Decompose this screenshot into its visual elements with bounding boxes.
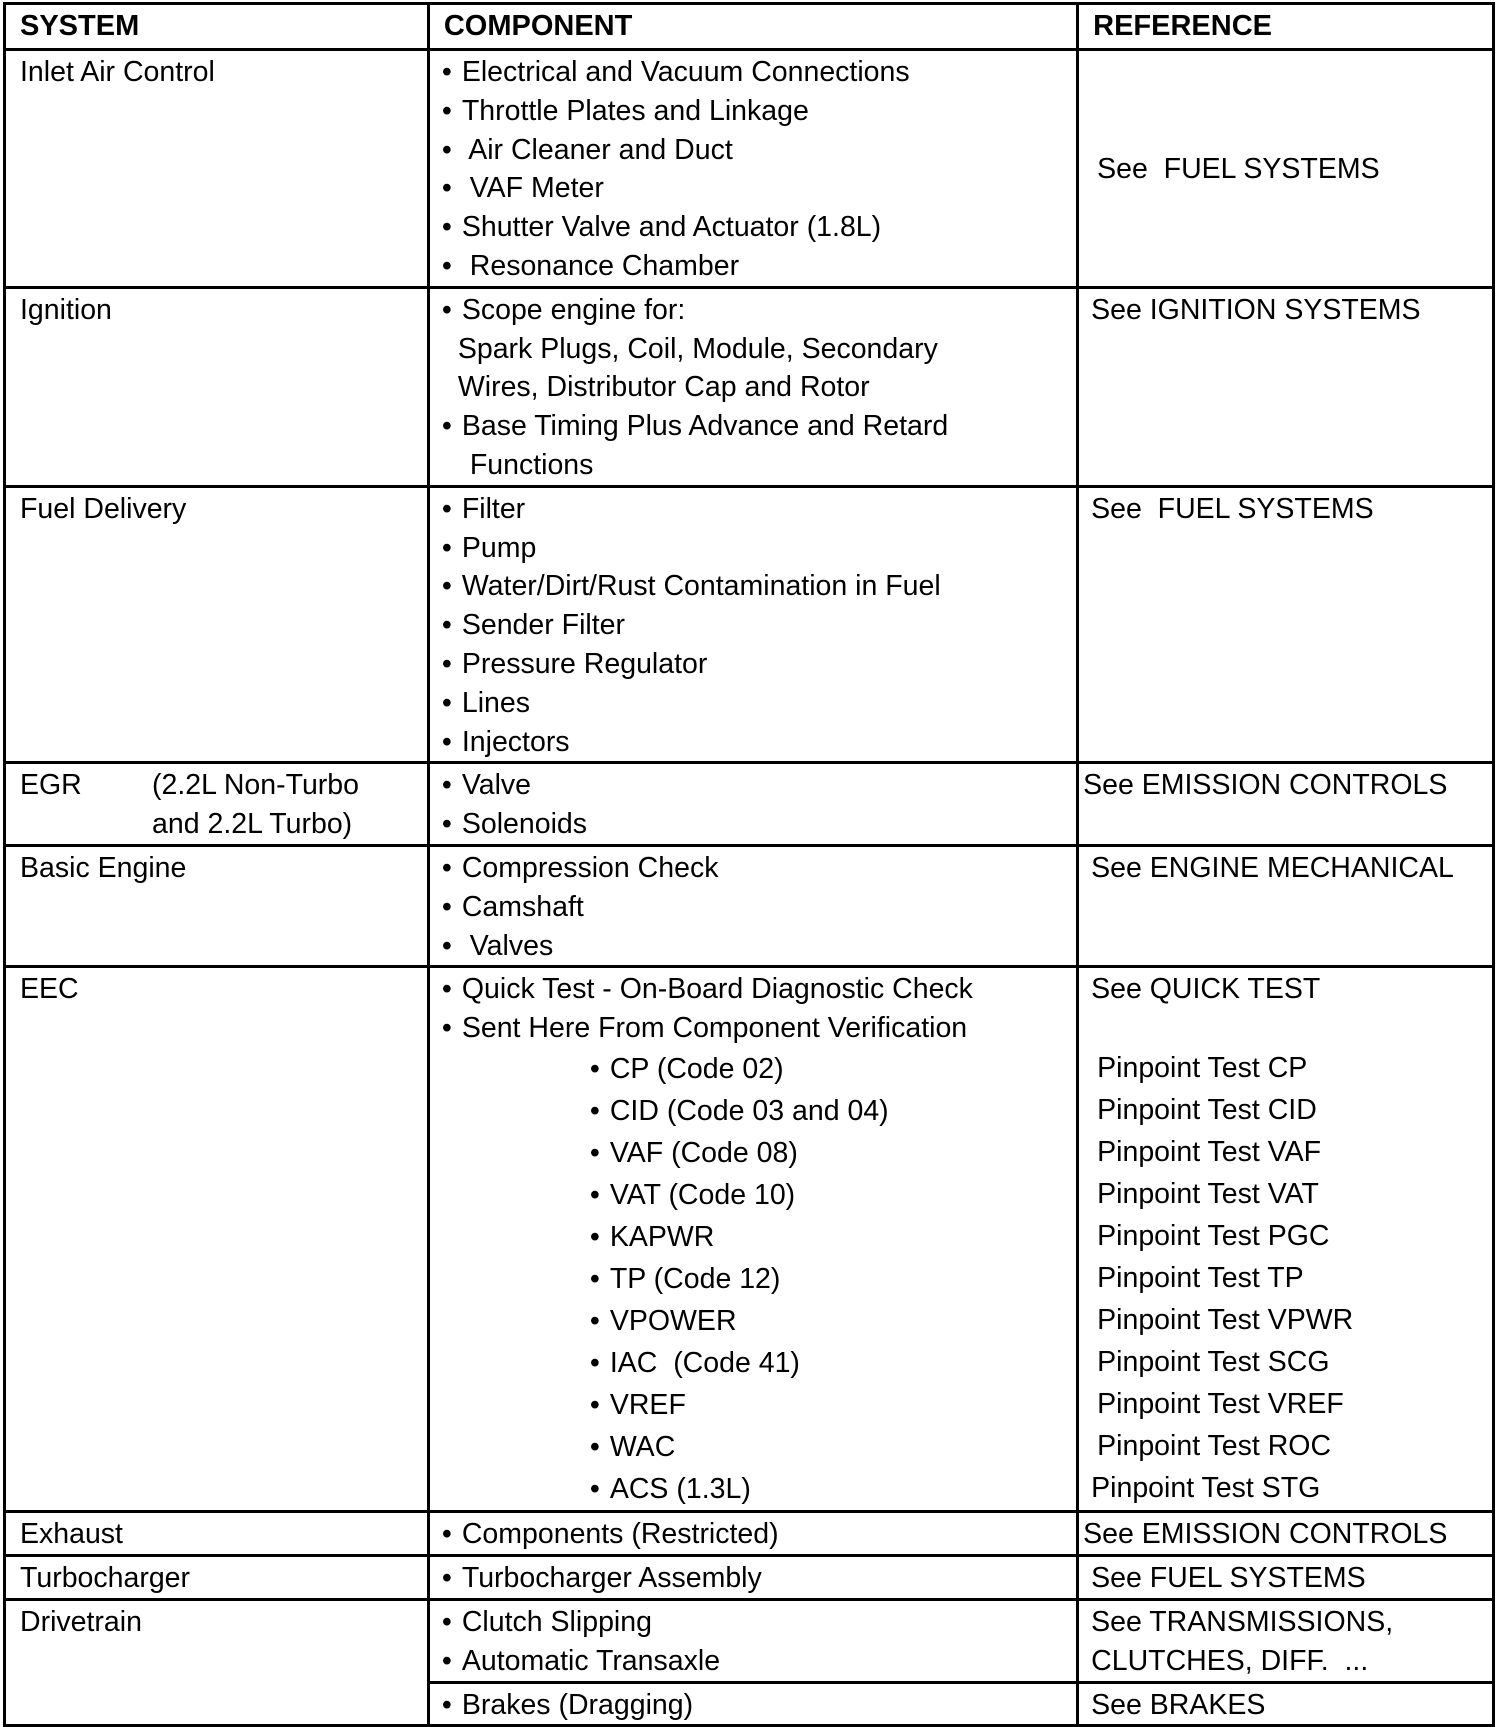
list-item-continuation: Spark Plugs, Coil, Module, Secondary [457, 332, 938, 365]
header-reference: REFERENCE [1078, 4, 1494, 50]
list-item: • Turbocharger Assembly [441, 1562, 762, 1595]
pinpoint-test-ref: Pinpoint Test VAT [1097, 1178, 1319, 1211]
list-item: • Shutter Valve and Actuator (1.8L) [441, 211, 882, 244]
sub-test-item: • WAC [589, 1430, 676, 1463]
reference-cell: See EMISSION CONTROLS [1078, 1512, 1494, 1556]
sub-test-item: • CID (Code 03 and 04) [589, 1094, 889, 1127]
reference-cell: See EMISSION CONTROLS [1078, 763, 1494, 846]
list-item: • Valve [441, 769, 532, 802]
diagnostic-table-page [3, 2, 1495, 1721]
system-cell: Turbocharger [5, 1556, 429, 1600]
list-item-continuation: Wires, Distributor Cap and Rotor [457, 371, 870, 404]
list-item: • Filter [441, 492, 526, 525]
list-item: • Lines [441, 686, 530, 719]
pinpoint-test-ref: Pinpoint Test CID [1097, 1094, 1317, 1127]
system-cell: Drivetrain [5, 1599, 429, 1725]
system-cell: EEC [5, 967, 429, 1512]
list-item: • Solenoids [441, 808, 588, 841]
list-item: • Quick Test - On-Board Diagnostic Check [441, 973, 973, 1006]
sub-test-item: • VAF (Code 08) [589, 1136, 798, 1169]
list-item: • Air Cleaner and Duct [441, 133, 733, 166]
sub-test-item: • IAC (Code 41) [589, 1346, 800, 1379]
list-item: • Automatic Transaxle [441, 1644, 721, 1677]
system-cell: Inlet Air Control [5, 50, 429, 288]
pinpoint-test-ref: Pinpoint Test TP [1097, 1262, 1304, 1295]
list-item: • Clutch Slipping [441, 1605, 652, 1638]
component-cell [428, 763, 1077, 846]
pinpoint-test-ref: Pinpoint Test VPWR [1097, 1304, 1354, 1337]
pinpoint-test-ref: Pinpoint Test SCG [1097, 1346, 1330, 1379]
component-cell [428, 1512, 1077, 1556]
header-component: COMPONENT [428, 4, 1077, 50]
list-item: • Camshaft [441, 890, 584, 923]
reference-cell [1078, 967, 1494, 1512]
component-cell [428, 845, 1077, 966]
list-item: • Sender Filter [441, 609, 625, 642]
component-cell [428, 486, 1077, 763]
sub-test-item: • KAPWR [589, 1220, 715, 1253]
system-cell: Exhaust [5, 1512, 429, 1556]
list-item: • Sent Here From Component Verification [441, 1012, 968, 1045]
pinpoint-test-ref: Pinpoint Test VREF [1097, 1388, 1344, 1421]
component-cell [428, 1682, 1077, 1726]
component-cell [428, 1599, 1077, 1682]
table-row [5, 763, 1494, 846]
reference-cell [1078, 1599, 1494, 1682]
list-item: • Injectors [441, 725, 570, 758]
list-item-continuation: Functions [469, 448, 594, 481]
sub-test-item: • TP (Code 12) [589, 1262, 781, 1295]
reference-cell: See ENGINE MECHANICAL [1078, 845, 1494, 966]
sub-test-item: • ACS (1.3L) [589, 1472, 751, 1505]
list-item: • Components (Restricted) [441, 1518, 779, 1551]
reference-line: See QUICK TEST [1091, 973, 1321, 1006]
reference-cell: See BRAKES [1078, 1682, 1494, 1726]
system-note: and 2.2L Turbo) [152, 808, 353, 841]
system-cell: Basic Engine [5, 845, 429, 966]
table-row [5, 1512, 1494, 1556]
reference-line: See TRANSMISSIONS, [1091, 1605, 1394, 1638]
reference-cell: See FUEL SYSTEMS [1078, 1556, 1494, 1600]
list-item: • Valves [441, 929, 554, 962]
pinpoint-test-ref: Pinpoint Test VAF [1097, 1136, 1322, 1169]
list-item: • Resonance Chamber [441, 249, 740, 282]
pinpoint-test-ref: Pinpoint Test PGC [1097, 1220, 1330, 1253]
system-note: (2.2L Non-Turbo [152, 769, 359, 802]
system-name: EGR [20, 769, 82, 802]
list-item: • Throttle Plates and Linkage [441, 94, 809, 127]
pinpoint-test-ref: Pinpoint Test ROC [1097, 1430, 1332, 1463]
table-row [5, 967, 1494, 1512]
list-item: • Water/Dirt/Rust Contamination in Fuel [441, 570, 941, 603]
system-cell: Ignition [5, 287, 429, 486]
list-item: • Base Timing Plus Advance and Retard [441, 410, 949, 443]
table-row [5, 287, 1494, 486]
sub-test-item: • VREF [589, 1388, 686, 1421]
list-item: • Brakes (Dragging) [441, 1688, 694, 1721]
sub-test-item: • CP (Code 02) [589, 1052, 784, 1085]
component-cell [428, 1556, 1077, 1600]
list-item: • Compression Check [441, 851, 719, 884]
component-cell [428, 50, 1077, 288]
component-cell [428, 967, 1077, 1512]
list-item: • Scope engine for: [441, 293, 686, 326]
system-cell [5, 763, 429, 846]
table-row [5, 845, 1494, 966]
list-item: • Pump [441, 531, 537, 564]
reference-cell: See IGNITION SYSTEMS [1078, 287, 1494, 486]
sub-test-item: • VPOWER [589, 1304, 737, 1337]
diagnostic-table [3, 2, 1495, 1727]
table-row [5, 1599, 1494, 1682]
component-cell [428, 287, 1077, 486]
system-cell: Fuel Delivery [5, 486, 429, 763]
sub-test-item: • VAT (Code 10) [589, 1178, 796, 1211]
reference-line: CLUTCHES, DIFF. ... [1091, 1644, 1369, 1677]
header-system: SYSTEM [5, 4, 429, 50]
table-header-row [5, 4, 1494, 50]
table-row [5, 1556, 1494, 1600]
reference-cell: See FUEL SYSTEMS [1078, 50, 1494, 288]
pinpoint-test-ref: Pinpoint Test CP [1097, 1052, 1308, 1085]
list-item: • Pressure Regulator [441, 647, 708, 680]
list-item: • Electrical and Vacuum Connections [441, 56, 910, 88]
table-row [5, 486, 1494, 763]
table-row [5, 50, 1494, 288]
list-item: • VAF Meter [441, 172, 604, 205]
reference-cell: See FUEL SYSTEMS [1078, 486, 1494, 763]
pinpoint-test-ref: Pinpoint Test STG [1091, 1472, 1321, 1505]
